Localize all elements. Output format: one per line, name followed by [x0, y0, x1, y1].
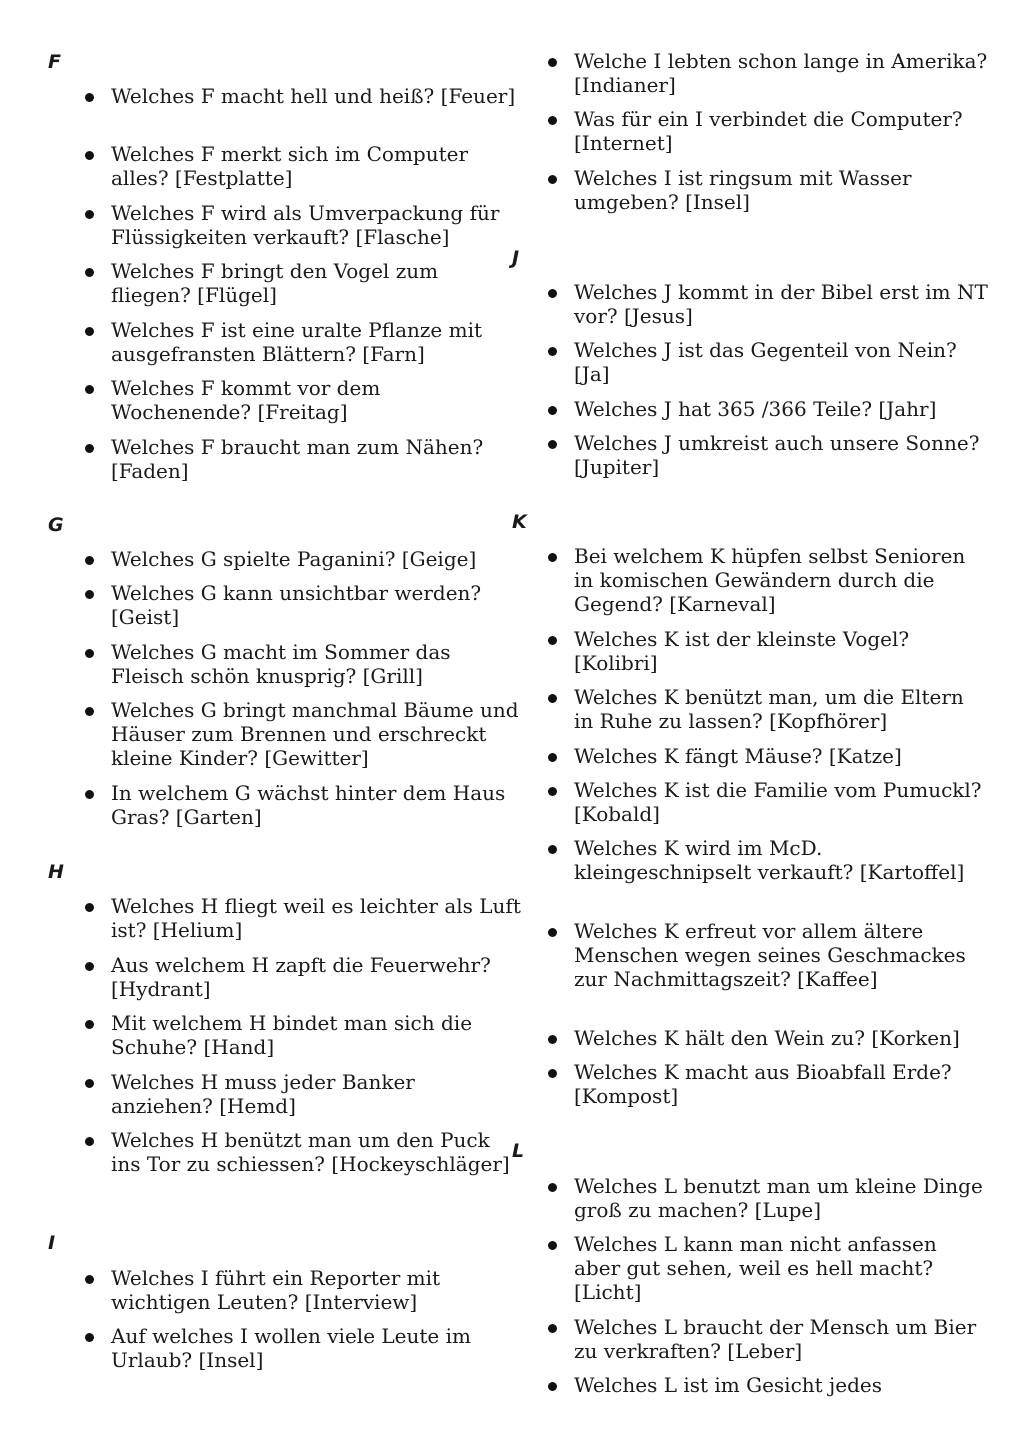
- bullet-icon: [548, 553, 557, 562]
- question-text: Welches H fliegt weil es leichter als Luft ist? [Helium]: [111, 894, 521, 942]
- section-letter-g: G: [48, 514, 64, 536]
- bullet-icon: [548, 1241, 557, 1250]
- bullet-icon: [548, 1183, 557, 1192]
- list-item: [574, 49, 989, 97]
- question-text: Welches F bringt den Vogel zum fliegen? [Flügel]: [111, 259, 439, 307]
- bullet-icon: [85, 444, 94, 453]
- bullet-icon: [548, 289, 557, 298]
- bullet-icon: [85, 962, 94, 971]
- question-text: Welches G macht im Sommer das Fleisch schön knusprig? [Grill]: [111, 640, 451, 688]
- question-text: Welches L ist im Gesicht jedes: [574, 1373, 882, 1397]
- bullet-icon: [548, 694, 557, 703]
- question-text: Welches L benutzt man um kleine Dinge groß zu machen? [Lupe]: [574, 1174, 983, 1222]
- list-item: [574, 397, 989, 421]
- question-text: Welches K ist der kleinste Vogel? [Kolibri]: [574, 627, 910, 675]
- question-text: Welches L kann man nicht anfassen aber gut sehen, weil es hell macht? [Licht]: [574, 1232, 937, 1304]
- section-letter-i: I: [48, 1232, 56, 1254]
- question-text: Welches G bringt manchmal Bäume und Häuser zum Brennen und erschreckt kleine Kinder? [Gewitter]: [111, 698, 519, 770]
- question-text: Bei welchem K hüpfen selbst Senioren in komischen Gewändern durch die Gegend? [Karneval]: [574, 544, 966, 616]
- bullet-icon: [85, 649, 94, 658]
- list-item: [574, 338, 989, 386]
- question-text: Welches F macht hell und heiß? [Feuer]: [111, 84, 516, 108]
- bullet-icon: [85, 1079, 94, 1088]
- question-text: Mit welchem H bindet man sich die Schuhe? [Hand]: [111, 1011, 473, 1059]
- question-text: Welches K macht aus Bioabfall Erde? [Kompost]: [574, 1060, 952, 1108]
- bullet-icon: [85, 590, 94, 599]
- section-letter-f: F: [48, 51, 61, 73]
- question-text: In welchem G wächst hinter dem Haus Gras? [Garten]: [111, 781, 506, 829]
- bullet-icon: [548, 1324, 557, 1333]
- list-item: [111, 640, 521, 688]
- question-text: Welches J umkreist auch unsere Sonne? [Jupiter]: [574, 431, 980, 479]
- question-text: Welches G kann unsichtbar werden? [Geist]: [111, 581, 482, 629]
- list-item: [574, 1315, 989, 1363]
- bullet-icon: [548, 347, 557, 356]
- section-letter-h: H: [48, 861, 64, 883]
- bullet-icon: [85, 1020, 94, 1029]
- bullet-icon: [548, 845, 557, 854]
- list-item: [574, 1174, 989, 1222]
- list-item: [111, 435, 521, 483]
- question-text: Welches F merkt sich im Computer alles? [Festplatte]: [111, 142, 469, 190]
- list-item: [111, 1011, 521, 1059]
- list-item: [574, 685, 989, 733]
- bullet-icon: [85, 93, 94, 102]
- section-letter-k: K: [512, 511, 527, 533]
- question-text: Welches H muss jeder Banker anziehen? [Hemd]: [111, 1070, 415, 1118]
- bullet-icon: [548, 753, 557, 762]
- bullet-icon: [548, 175, 557, 184]
- bullet-icon: [548, 406, 557, 415]
- question-text: Welches F kommt vor dem Wochenende? [Freitag]: [111, 376, 381, 424]
- question-text: Welches F braucht man zum Nähen? [Faden]: [111, 435, 484, 483]
- question-text: Welches K erfreut vor allem ältere Menschen wegen seines Geschmackes zur Nachmittagszeit? [Kaffee]: [574, 919, 966, 991]
- list-item: [111, 201, 521, 249]
- question-text: Welches J kommt in der Bibel erst im NT vor? [Jesus]: [574, 280, 988, 328]
- list-item: [574, 107, 989, 155]
- question-text: Welches F ist eine uralte Pflanze mit ausgefransten Blättern? [Farn]: [111, 318, 483, 366]
- question-text: Welches K wird im McD. kleingeschnipselt verkauft? [Kartoffel]: [574, 836, 965, 884]
- list-item: [111, 698, 521, 770]
- list-item: [111, 953, 521, 1001]
- list-item: [574, 744, 989, 768]
- bullet-icon: [85, 1275, 94, 1284]
- list-item: [574, 1232, 989, 1304]
- bullet-icon: [85, 268, 94, 277]
- bullet-icon: [548, 928, 557, 937]
- question-text: Welches K benützt man, um die Eltern in Ruhe zu lassen? [Kopfhörer]: [574, 685, 964, 733]
- question-text: Welches K ist die Familie vom Pumuckl? [Kobald]: [574, 778, 982, 826]
- list-item: [574, 1373, 989, 1397]
- list-item: [574, 1060, 989, 1108]
- question-text: Auf welches I wollen viele Leute im Urlaub? [Insel]: [111, 1324, 471, 1372]
- bullet-icon: [548, 440, 557, 449]
- question-text: Welches J ist das Gegenteil von Nein? [Ja]: [574, 338, 957, 386]
- question-text: Was für ein I verbindet die Computer? [Internet]: [574, 107, 963, 155]
- list-item: [111, 1266, 521, 1314]
- bullet-icon: [85, 903, 94, 912]
- question-text: Welches J hat 365 /366 Teile? [Jahr]: [574, 397, 937, 421]
- bullet-icon: [548, 1382, 557, 1391]
- bullet-icon: [548, 116, 557, 125]
- bullet-icon: [85, 327, 94, 336]
- question-text: Welches L braucht der Mensch um Bier zu verkraften? [Leber]: [574, 1315, 977, 1363]
- bullet-icon: [548, 1069, 557, 1078]
- question-text: Welches I führt ein Reporter mit wichtigen Leuten? [Interview]: [111, 1266, 441, 1314]
- question-text: Welches K hält den Wein zu? [Korken]: [574, 1026, 960, 1050]
- list-item: [574, 431, 989, 479]
- list-item: [574, 1026, 989, 1050]
- list-item: [574, 627, 989, 675]
- list-item: [574, 280, 989, 328]
- list-item: [111, 259, 521, 307]
- list-item: [574, 778, 989, 826]
- list-item: [111, 142, 521, 190]
- bullet-icon: [85, 556, 94, 565]
- list-item: [111, 581, 521, 629]
- bullet-icon: [85, 151, 94, 160]
- section-letter-j: J: [512, 247, 520, 269]
- question-text: Aus welchem H zapft die Feuerwehr? [Hydrant]: [111, 953, 491, 1001]
- bullet-icon: [85, 210, 94, 219]
- question-text: Welches K fängt Mäuse? [Katze]: [574, 744, 902, 768]
- list-item: [574, 836, 989, 884]
- list-item: [111, 376, 521, 424]
- question-text: Welches I ist ringsum mit Wasser umgeben? [Insel]: [574, 166, 912, 214]
- list-item: [574, 919, 989, 991]
- list-item: [111, 894, 521, 942]
- question-text: Welches H benützt man um den Puck ins Tor zu schiessen? [Hockeyschläger]: [111, 1128, 510, 1176]
- bullet-icon: [548, 1035, 557, 1044]
- bullet-icon: [85, 385, 94, 394]
- bullet-icon: [85, 790, 94, 799]
- bullet-icon: [85, 707, 94, 716]
- bullet-icon: [85, 1137, 94, 1146]
- question-text: Welche I lebten schon lange in Amerika? [Indianer]: [574, 49, 988, 97]
- section-letter-l: L: [512, 1140, 525, 1162]
- list-item: [111, 781, 521, 829]
- question-text: Welches F wird als Umverpackung für Flüssigkeiten verkauft? [Flasche]: [111, 201, 500, 249]
- list-item: [111, 84, 521, 108]
- list-item: [574, 166, 989, 214]
- list-item: [111, 1324, 521, 1372]
- bullet-icon: [85, 1333, 94, 1342]
- bullet-icon: [548, 636, 557, 645]
- list-item: [111, 318, 521, 366]
- list-item: [111, 547, 521, 571]
- list-item: [574, 544, 989, 616]
- list-item: [111, 1128, 521, 1176]
- list-item: [111, 1070, 521, 1118]
- bullet-icon: [548, 58, 557, 67]
- question-text: Welches G spielte Paganini? [Geige]: [111, 547, 477, 571]
- bullet-icon: [548, 787, 557, 796]
